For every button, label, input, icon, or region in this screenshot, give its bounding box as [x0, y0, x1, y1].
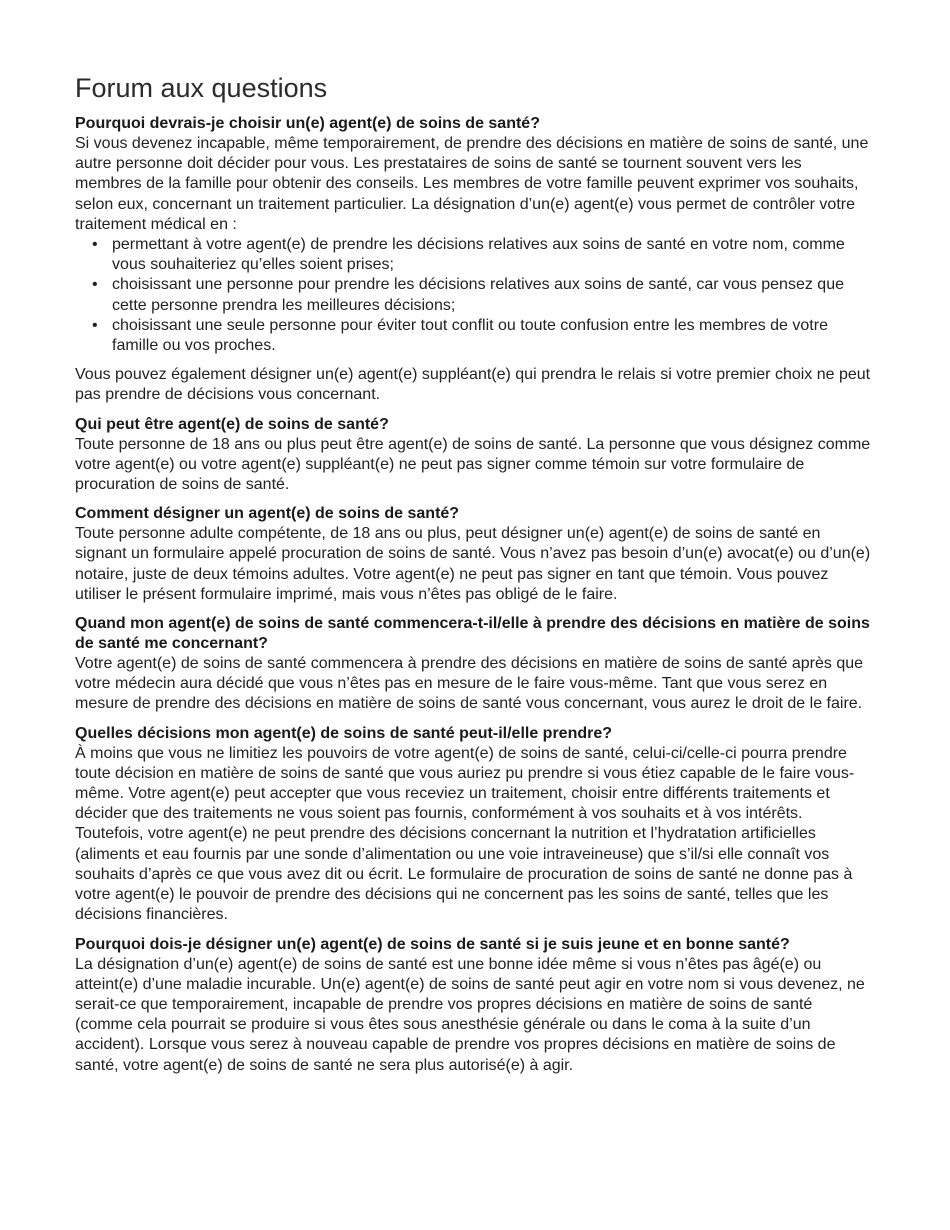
faq-answer: À moins que vous ne limitiez les pouvoirs de votre agent(e) de soins de santé, celui-ci/celle-ci pourra prendre toute décision en matière de soins de santé que vous auriez pu prendre si vous étiez capable de le faire vous-même. Votre agent(e) peut accepter que vous receviez un traitement, choisir entre différents traitements et décider que des traitements ne vous soient pas fournis, conformément à vos souhaits et à vos intérêts. Toutefois, votre agent(e) ne peut prendre des décisions concernant la nutrition et l’hydratation artificielles (aliments et eau fournis par une sonde d’alimentation ou une voie intraveineuse) que s’il/si elle connaît vos souhaits d’après ce que vous avez dit ou écrit. Le formulaire de procuration de soins de santé ne donne pas à votre agent(e) le pouvoir de prendre des décisions qui ne concernent pas les soins de santé, telles que les décisions financières.	[75, 744, 855, 924]
faq-question: Pourquoi dois-je désigner un(e) agent(e) de soins de santé si je suis jeune et en bonne santé?	[75, 935, 790, 953]
list-item	[92, 235, 871, 275]
list-item	[92, 316, 871, 356]
faq-question: Pourquoi devrais-je choisir un(e) agent(e) de soins de santé?	[75, 115, 540, 132]
bullet-icon: •	[92, 316, 98, 334]
faq-answer: La désignation d’un(e) agent(e) de soins de santé est une bonne idée même si vous n’êtes pas âgé(e) ou atteint(e) d’une maladie incurable. Un(e) agent(e) de soins de santé peut agir en votre nom si vous devenez, ne serait-ce que temporairement, incapable de prendre vos propres décisions en matière de soins de santé (comme cela pourrait se produire si vous êtes sous anesthésie générale ou dans le coma à la suite d’un accident). Lorsque vous serez à nouveau capable de prendre vos propres décisions en matière de soins de santé, votre agent(e) de soins de santé ne sera plus autorisé(e) à agir.	[75, 955, 865, 1074]
faq-answer: Toute personne de 18 ans ou plus peut être agent(e) de soins de santé. La personne que vous désignez comme votre agent(e) ou votre agent(e) suppléant(e) ne peut pas signer comme témoin sur votre formulaire de procuration de soins de santé.	[75, 435, 871, 494]
faq-section-why-when-young	[75, 935, 871, 1076]
list-item	[92, 275, 871, 315]
faq-page	[75, 70, 871, 1085]
list-item-text: choisissant une seule personne pour éviter tout conflit ou toute confusion entre les membres de votre famille ou vos proches.	[112, 316, 828, 355]
faq-section-how-to-designate	[75, 504, 871, 605]
bullet-list	[75, 235, 871, 356]
faq-answer-followup: Vous pouvez également désigner un(e) agent(e) suppléant(e) qui prendra le relais si votre premier choix ne peut pas prendre de décisions vous concernant.	[75, 366, 871, 404]
faq-question: Quand mon agent(e) de soins de santé commencera-t-il/elle à prendre des décisions en matière de soins de santé me concernant?	[75, 615, 870, 653]
faq-section-why-choose-agent	[75, 114, 871, 406]
faq-question: Quelles décisions mon agent(e) de soins de santé peut-il/elle prendre?	[75, 724, 613, 742]
page-title: Forum aux questions	[75, 73, 328, 103]
bullet-icon: •	[92, 276, 98, 294]
list-item-text: choisissant une personne pour prendre les décisions relatives aux soins de santé, car vous pensez que cette personne prendra les meilleures décisions;	[112, 276, 844, 314]
faq-answer: Votre agent(e) de soins de santé commencera à prendre des décisions en matière de soins de santé après que votre médecin aura décidé que vous n’êtes pas en mesure de le faire vous-même. Tant que vous serez en mesure de prendre des décisions en matière de soins de santé vous concernant, vous aurez le droit de le faire.	[75, 655, 864, 713]
faq-section-who-can-be-agent	[75, 415, 871, 496]
list-item-text: permettant à votre agent(e) de prendre les décisions relatives aux soins de santé en votre nom, comme vous souhaiteriez qu’elles soient prises;	[112, 236, 845, 274]
faq-question: Qui peut être agent(e) de soins de santé?	[75, 415, 389, 433]
faq-section-when-agent-starts	[75, 614, 871, 715]
faq-section-which-decisions	[75, 724, 871, 926]
faq-question: Comment désigner un agent(e) de soins de santé?	[75, 505, 460, 523]
bullet-icon: •	[92, 236, 98, 254]
faq-answer: Toute personne adulte compétente, de 18 ans ou plus, peut désigner un(e) agent(e) de soins de santé en signant un formulaire appelé procuration de soins de santé. Vous n’avez pas besoin d’un(e) avocat(e) ou d’un(e) notaire, juste de deux témoins adultes. Votre agent(e) ne peut pas signer en tant que témoin. Vous pouvez utiliser le présent formulaire imprimé, mais vous n’êtes pas obligé de le faire.	[75, 525, 871, 603]
faq-answer: Si vous devenez incapable, même temporairement, de prendre des décisions en matière de soins de santé, une autre personne doit décider pour vous. Les prestataires de soins de santé se tournent souvent vers les membres de la famille pour obtenir des conseils. Les membres de votre famille peuvent exprimer vos souhaits, selon eux, concernant un traitement particulier. La désignation d’un(e) agent(e) vous permet de contrôler votre traitement médical en :	[75, 135, 869, 233]
